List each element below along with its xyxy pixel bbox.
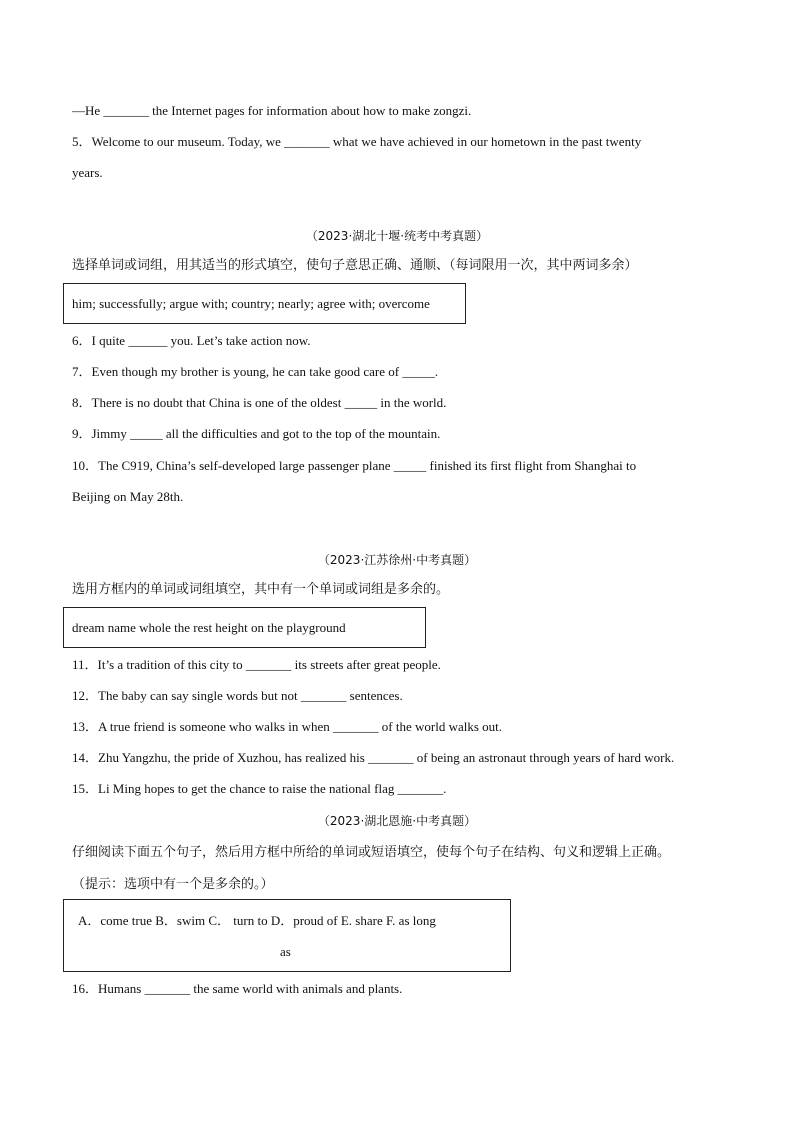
section-3-instruction: 仔细阅读下面五个句子，然后用方框中所给的单词或短语填空，使每个句子在结构、句义和逻辑上正确。 [72,845,671,860]
question-14: 14．Zhu Yangzhu, the pride of Xuzhou, has realized his _______ of being an astronaut through years of hard work. [72,750,675,765]
question-12: 12．The baby can say single words but not _______ sentences. [72,688,403,703]
question-10-line-2: Beijing on May 28th. [72,489,184,504]
section-1-instruction: 选择单词或词组，用其适当的形式填空，使句子意思正确、通顺、（每词限用一次，其中两词多余） [72,258,638,273]
question-line-he: —He _______ the Internet pages for information about how to make zongzi. [72,103,472,118]
section-2-source: （2023·江苏徐州·中考真题） [317,553,477,567]
section-2-word-list: dream name whole the rest height on the playground [72,620,346,635]
section-3-options-line-2: as [280,944,291,959]
question-10-line-1: 10．The C919, China’s self-developed large passenger plane _____ finished its first flight from Shanghai to [72,458,637,473]
section-1-word-box [63,283,466,324]
section-3-source: （2023·湖北恩施·中考真题） [317,814,477,828]
question-5-line-1: 5．Welcome to our museum. Today, we _______ what we have achieved in our hometown in the past twenty [72,134,642,149]
section-1-source: （2023·湖北十堰·统考中考真题） [305,229,489,243]
question-7: 7．Even though my brother is young, he can take good care of _____. [72,364,439,379]
section-3-option-box [63,899,511,972]
question-5-line-2: years. [72,165,103,180]
question-11: 11．It’s a tradition of this city to _______ its streets after great people. [72,657,441,672]
section-2-instruction: 选用方框内的单词或词组填空，其中有一个单词或词组是多余的。 [72,582,450,597]
question-8: 8．There is no doubt that China is one of the oldest _____ in the world. [72,395,447,410]
section-2-word-box [63,607,426,648]
question-13: 13．A true friend is someone who walks in when _______ of the world walks out. [72,719,503,734]
section-3-options-line-1: A．come true B．swim C． turn to D．proud of E. share F. as long [78,913,436,928]
section-3-hint: （提示：选项中有一个是多余的。） [72,877,274,892]
question-16: 16．Humans _______ the same world with animals and plants. [72,981,403,996]
question-15: 15．Li Ming hopes to get the chance to raise the national flag _______. [72,781,447,796]
section-1-word-list: him; successfully; argue with; country; nearly; agree with; overcome [72,296,430,311]
question-9: 9．Jimmy _____ all the difficulties and got to the top of the mountain. [72,426,441,441]
question-6: 6．I quite ______ you. Let’s take action now. [72,333,311,348]
